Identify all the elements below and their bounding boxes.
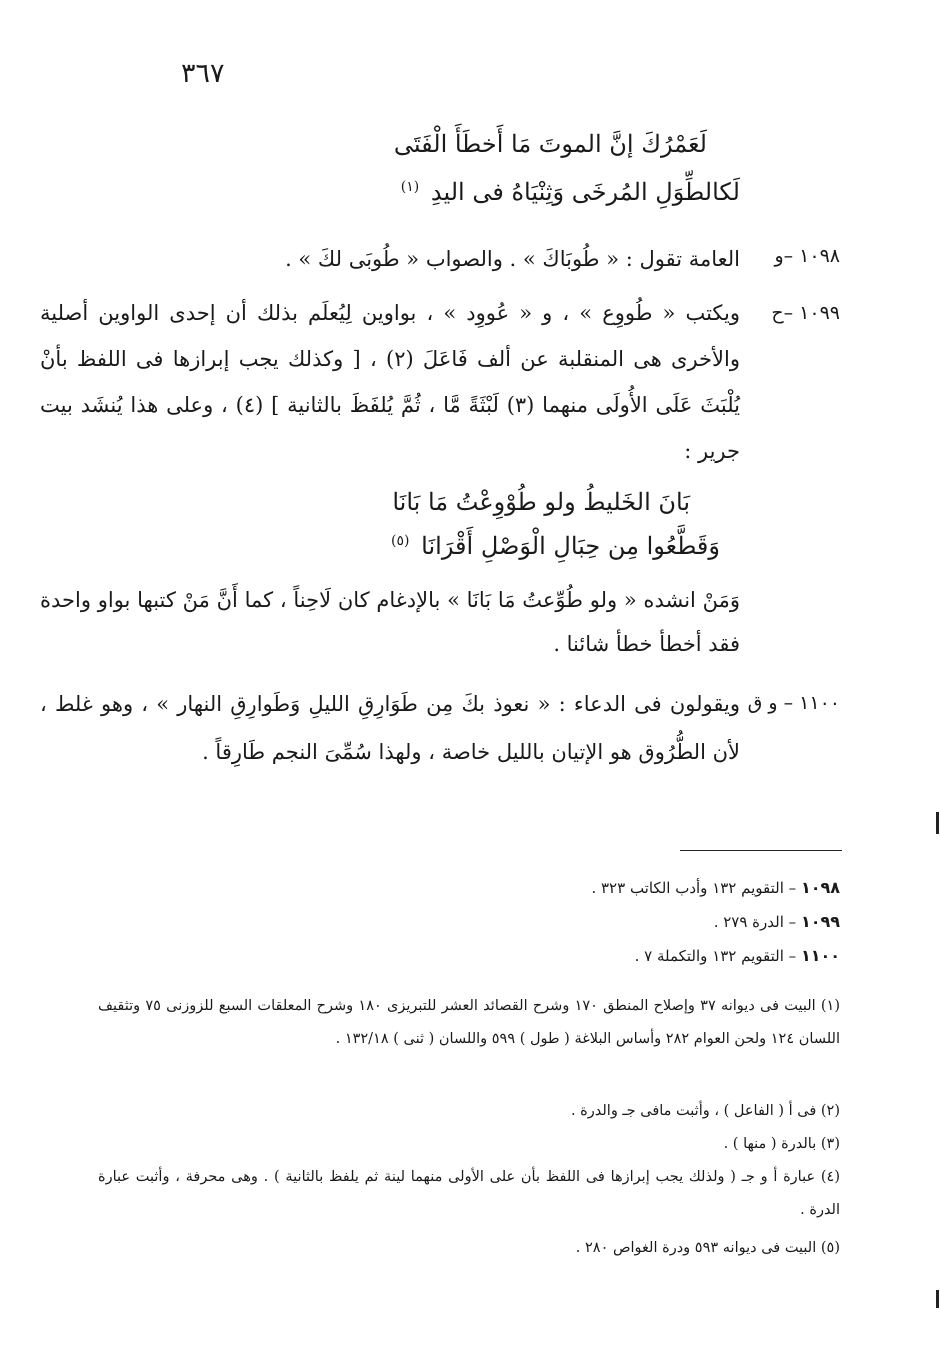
source-line-1099 xyxy=(714,912,840,931)
verse-text: بَانَ الخَليطُ ولو طُوْوِعْتُ مَا بَانَا xyxy=(392,488,690,516)
after-verse-paragraph: وَمَنْ انشده « ولو طُوِّعتُ مَا بَانَا » بالإدغام كان لَاحِناً ، كما أَنَّ مَنْ كتبها بواو واحدة فقد أخطأ خطأ شائنا . xyxy=(40,588,740,656)
entry-text: ويكتب « طُووِع » ، و « عُووِد » ، بواوين لِيُعلَم بذلك أن إحدى الواوين أصلية والأخرى هى المنقلبة عن ألف فَاعَلَ (٢) ، [ وكذلك يجب إبرازها فى اللفظ بأنْ يُلْبَثَ عَلَى الأُولَى منهما (٣) لَبْثَةً مَّا ، ثُمَّ يُلفَظَ بالثانية ] (٤) ، وعلى هذا يُنشَد بيت جرير : xyxy=(40,301,740,463)
entry-text: ويقولون فى الدعاء : « نعوذ بكَ مِن طَوَارِقِ الليلِ وَطَوارِقِ النهار » ، وهو غلط ، لأن الطُّرُوق هو الإتيان بالليل خاصة ، ولهذا سُمِّىَ النجم طَارِقاً . xyxy=(40,692,740,764)
verse-text: لَكالطِّوَلِ المُرخَى وَثِنْيَاهُ فى اليدِ xyxy=(430,178,740,206)
source-number: ١٠٩٨ xyxy=(800,878,840,897)
verse-line-1 xyxy=(394,130,707,158)
source-line-1098 xyxy=(591,878,840,897)
source-line-1100 xyxy=(635,946,840,965)
footnote-divider xyxy=(680,850,842,851)
footnote-2: (٢) فى أ ( الفاعل ) ، وأثبت مافى جـ والدرة . xyxy=(570,1103,840,1119)
source-text: – الدرة ٢٧٩ . xyxy=(713,913,797,931)
scan-edge-mark xyxy=(936,1290,939,1308)
page-number: ٣٦٧ xyxy=(181,58,225,89)
source-number: ١٠٩٩ xyxy=(800,912,840,931)
footnote-ref: (١) xyxy=(400,179,420,195)
jarir-verse-line-1 xyxy=(392,488,690,516)
verse-line-2 xyxy=(401,178,740,206)
entry-text: العامة تقول : « طُوبَاكَ » . والصواب « طُوبَى لكَ » . xyxy=(285,247,740,271)
source-number: ١١٠٠ xyxy=(800,946,840,965)
scan-edge-mark xyxy=(936,812,939,834)
verse-text: لَعَمْرُكَ إنَّ الموتَ مَا أَخطَأَ الْفَتَى xyxy=(393,130,707,158)
footnote-ref: (٥) xyxy=(391,533,410,549)
footnote-4: (٤) عبارة أ و جـ ( ولذلك يجب إبرازها فى اللفظ بأن على الأولى منهما لينة ثم يلفظ بالثانية ) . وهى محرفة ، وأثبت عبارة الدرة . xyxy=(98,1169,840,1218)
entry-number: ١٠٩٨ –و xyxy=(774,245,840,267)
entry-number: ١١٠٠ – و ق xyxy=(747,692,840,714)
entry-number: ١٠٩٩ –ح xyxy=(771,302,840,324)
footnote-1: (١) البيت فى ديوانه ٣٧ وإصلاح المنطق ١٧٠ وشرح القصائد العشر للتبريزى ١٨٠ وشرح المعلقات السبع للزوزنى ٧٥ وتثقيف اللسان ١٢٤ ولحن العوام ٢٨٢ وأساس البلاغة ( طول ) ٥٩٩ واللسان ( ثنى ) ١٣٢/١٨ . xyxy=(98,998,841,1047)
footnote-5: (٥) البيت فى ديوانه ٥٩٣ ودرة الغواص ٢٨٠ . xyxy=(575,1240,840,1256)
verse-text: وَقَطَّعُوا مِن حِبَالِ الْوَصْلِ أَقْرَانَا xyxy=(421,532,720,560)
footnote-3: (٣) بالدرة ( منها ) . xyxy=(723,1136,840,1152)
source-text: – التقويم ١٣٢ والتكملة ٧ . xyxy=(634,947,797,965)
jarir-verse-line-2 xyxy=(391,532,720,560)
source-text: – التقويم ١٣٢ وأدب الكاتب ٣٢٣ . xyxy=(591,879,797,897)
